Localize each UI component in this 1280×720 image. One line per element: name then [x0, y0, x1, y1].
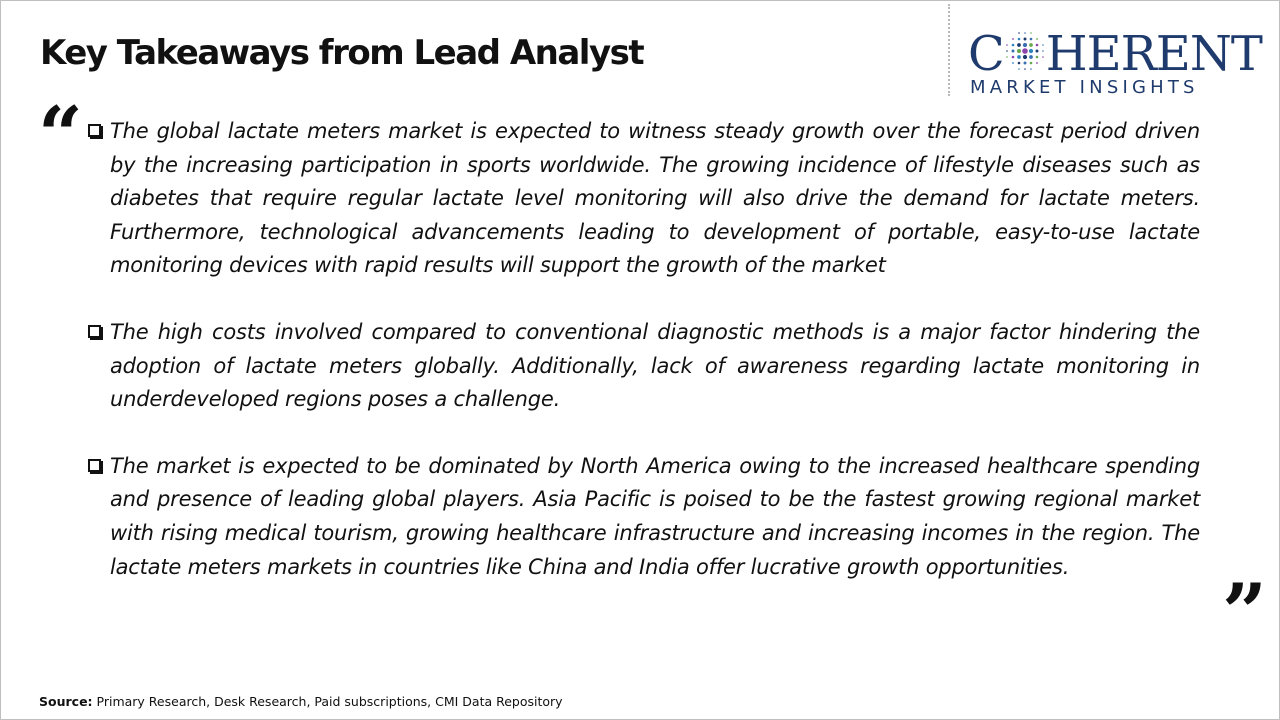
takeaways-list — [86, 115, 1200, 584]
checkbox-bullet-icon — [88, 325, 101, 338]
logo-dot — [1029, 43, 1033, 47]
takeaway-text: The high costs involved compared to conventional diagnostic methods is a major factor hindering the adoption of lactate meters globally. Additionally, lack of awareness regarding lactate monitoring in underdeveloped regions poses a challenge. — [110, 319, 1200, 412]
logo-dots-icon — [1004, 30, 1046, 72]
checkbox-bullet-icon — [88, 124, 101, 137]
source-note — [39, 694, 563, 709]
logo-dot — [1042, 50, 1044, 52]
logo-dot — [1022, 48, 1028, 54]
logo-dot — [1023, 43, 1027, 47]
close-quote-icon: ” — [1222, 567, 1267, 658]
logo-dot — [1024, 32, 1026, 34]
logo-letter-c: C — [968, 26, 1004, 82]
logo-dot — [1012, 62, 1014, 64]
logo-divider — [948, 4, 950, 96]
takeaway-item — [86, 450, 1200, 584]
logo-dot — [1042, 56, 1044, 58]
logo-dot — [1024, 68, 1026, 70]
logo-dot — [1042, 44, 1044, 46]
logo-dot — [1029, 55, 1033, 59]
logo-dot — [1030, 68, 1032, 70]
page-title: Key Takeaways from Lead Analyst — [40, 33, 644, 73]
logo-dot — [1011, 50, 1014, 53]
logo-dot — [1023, 62, 1026, 65]
takeaway-text: The global lactate meters market is expected to witness steady growth over the forecast period driven by the increasing participation in sports worldwide. The growing incidence of lifestyle diseases such as diabetes that require regular lactate level monitoring will also drive the demand for lactate meters. Furthermore, technological advancements leading to development of portable, easy-to-use lactate monitoring devices with rapid results will support the growth of the market — [110, 119, 1200, 278]
logo-dot — [1018, 68, 1020, 70]
company-logo — [968, 26, 1262, 100]
logo-dot — [1018, 32, 1020, 34]
logo-dot — [1017, 43, 1021, 47]
logo-tagline: MARKET INSIGHTS — [970, 77, 1199, 98]
logo-dot — [1011, 56, 1014, 59]
logo-dot — [1011, 44, 1014, 47]
logo-dot — [1023, 38, 1026, 41]
logo-dot — [1029, 38, 1032, 41]
logo-dot — [1017, 62, 1020, 65]
takeaway-item — [86, 316, 1200, 417]
logo-dot — [1030, 32, 1032, 34]
logo-dot — [1017, 38, 1020, 41]
logo-dot — [1006, 56, 1008, 58]
logo-dot — [1029, 49, 1033, 53]
logo-dot — [1035, 56, 1038, 59]
logo-dot — [1035, 50, 1038, 53]
open-quote-icon: “ — [38, 90, 83, 181]
logo-wordmark — [968, 26, 1262, 82]
logo-letters-herent: HERENT — [1045, 26, 1262, 82]
logo-dot — [1029, 62, 1032, 65]
source-text: Primary Research, Desk Research, Paid subscriptions, CMI Data Repository — [92, 694, 563, 709]
logo-dot — [1035, 44, 1038, 47]
logo-dot — [1006, 44, 1008, 46]
logo-dot — [1023, 55, 1027, 59]
checkbox-bullet-icon — [88, 459, 101, 472]
takeaway-item — [86, 115, 1200, 283]
logo-dot — [1012, 38, 1014, 40]
logo-dot — [1017, 49, 1021, 53]
logo-dot — [1036, 38, 1038, 40]
logo-dot — [1006, 50, 1008, 52]
logo-dot — [1036, 62, 1038, 64]
takeaway-text: The market is expected to be dominated by North America owing to the increased healthcare spending and presence of leading global players. Asia Pacific is poised to be the fastest growing regional market with rising medical tourism, growing healthcare infrastructure and increasing incomes in the region. The lactate meters markets in countries like China and India offer lucrative growth opportunities. — [110, 453, 1200, 579]
source-label: Source: — [39, 694, 93, 709]
logo-dot — [1017, 55, 1021, 59]
